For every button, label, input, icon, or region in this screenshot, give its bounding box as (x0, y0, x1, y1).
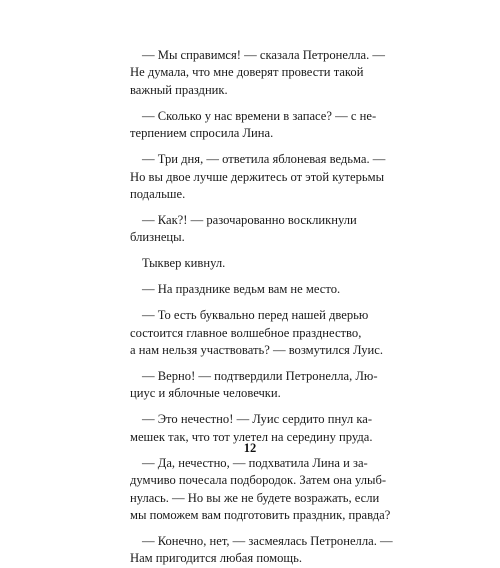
paragraph (130, 255, 371, 272)
paragraph (130, 533, 393, 568)
paragraph-gap (130, 403, 371, 412)
text-line: мы поможем вам подготовить праздник, правда? (130, 507, 391, 522)
paragraph-gap (130, 524, 371, 533)
paragraph-gap (130, 359, 371, 368)
text-line: думчиво почесала подбородок. Затем она улыб- (130, 473, 387, 488)
text-line: Но вы двое лучше держитесь от этой кутерьмы (130, 169, 385, 184)
text-line: терпением спросила Лина. (130, 126, 274, 141)
text-line: подальше. (130, 186, 186, 201)
paragraph-gap (130, 247, 371, 256)
paragraph (130, 455, 391, 525)
text-line: а нам нельзя участвовать? — возмутился Луис. (130, 343, 383, 358)
paragraph (130, 47, 386, 99)
paragraph (130, 108, 377, 143)
text-line: — Это нечестно! — Луис сердито пнул ка- (142, 412, 373, 427)
paragraph-gap (130, 203, 371, 212)
text-line: — Верно! — подтвердили Петронелла, Лю- (142, 369, 378, 384)
text-line: — Конечно, нет, — засмеялась Петронелла. — (142, 533, 393, 548)
text-line: состоится главное волшебное празднество, (130, 325, 362, 340)
body-text (130, 47, 393, 568)
paragraph (130, 307, 383, 359)
text-line: — Да, нечестно, — подхватила Лина и за- (142, 455, 368, 470)
page-number: 12 (243, 441, 257, 455)
text-line: — Сколько у нас времени в запасе? — с не- (142, 108, 377, 123)
paragraph-gap (130, 143, 371, 152)
text-line: важный праздник. (130, 82, 228, 97)
paragraph-gap (130, 299, 371, 308)
paragraph (130, 212, 371, 247)
text-line: — Как?! — разочарованно воскликнули (142, 212, 357, 227)
text-line: нулась. — Но вы же не будете возражать, если (130, 490, 380, 505)
text-line: циус и яблочные человечки. (130, 386, 281, 401)
text-line: Не думала, что мне доверят провести такой (130, 65, 364, 80)
paragraph-gap (130, 99, 371, 108)
text-line: Нам пригодится любая помощь. (130, 551, 302, 566)
text-line: — Мы справимся! — сказала Петронелла. — (142, 48, 386, 62)
paragraph (130, 151, 386, 203)
paragraph (130, 368, 378, 403)
text-line: близнецы. (130, 230, 185, 245)
text-line: Тыквер кивнул. (142, 256, 226, 271)
text-line: — Три дня, — ответила яблоневая ведьма. — (142, 152, 386, 167)
paragraph-gap (130, 273, 371, 282)
text-line: — То есть буквально перед нашей дверью (142, 308, 369, 323)
paragraph (130, 281, 371, 298)
text-line: мешек так, что тот улетел на середину пруда. (130, 429, 373, 444)
text-line: — На празднике ведьм вам не место. (142, 282, 341, 297)
